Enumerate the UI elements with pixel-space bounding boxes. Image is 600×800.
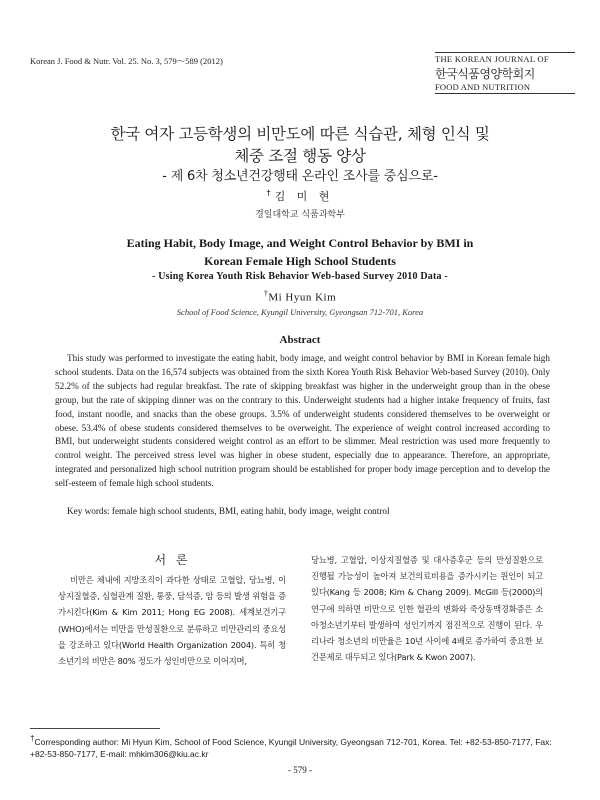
english-subtitle: - Using Korea Youth Risk Behavior Web-based Survey 2010 Data -	[152, 271, 448, 282]
section-heading-introduction: 서 론	[154, 553, 191, 567]
journal-logo	[435, 52, 575, 94]
english-affiliation: School of Food Science, Kyungil University, Gyeongsan 712-701, Korea	[176, 307, 424, 317]
corresponding-author-footnote	[30, 733, 570, 760]
author-mark-en: †	[263, 289, 269, 298]
english-title-line1: Eating Habit, Body Image, and Weight Control Behavior by BMI in	[126, 236, 474, 250]
korean-affiliation: 경일대학교 식품과학부	[255, 210, 345, 220]
english-author	[0, 289, 600, 304]
korean-title-line1: 한국 여자 고등학생의 비만도에 따른 식습관, 체형 인식 및	[110, 125, 490, 143]
abstract-body: This study was performed to investigate the eating habit, body image, and weight control behavior by BMI in Korean female high school students. Data on the 16,574 subjects was obtained from the sixth Korea Youth Risk Behavior Web-based Survey (2010). Only 52.2% of the subjects had regular breakfast. The rate of skipping breakfast was higher in the underweight group than in the obese group, but the rate of skipping dinner was on the contrary to this. Underweight students had a higher intake frequency of fruits, fast food, instant noodle, and snacks than the obese groups. 3.5% of underweight students considered themselves to be overweight or obese. 53.4% of obese students considered themselves to be overweight. The experience of weight control increased according to BMI, but underweight students considered weight control as an effort to be slimmer. Meal restriction was used more frequently to control weight. The perceived stress level was higher in obese student, especially due to appearance. Therefore, an appropriate, integrated and personalized high school nutrition program should be established for proper body image perception and to develop the self-esteem of female high school students.	[55, 353, 550, 489]
english-author-name: Mi Hyun Kim	[268, 291, 337, 304]
footnote-mark: †	[30, 734, 35, 743]
body-column-left: 비만은 체내에 지방조직이 과다한 상태로 고혈압, 당뇨병, 이상지질혈증, 심혈관계 질환, 통풍, 담석증, 암 등의 발생 위험을 증가시킨다(Kim & Kim 2011; Hong EG 2008). 세계보건기구(WHO)에서는 비만을 만성질환으로 분류하고 비만관리의 중요성을 강조하고 있다(World Health Organization 2004). 특히 청소년기의 비만은 80% 정도가 성인비만으로 이어지며,	[58, 575, 286, 667]
korean-subtitle: - 제 6차 청소년건강행태 온라인 조사를 중심으로-	[162, 169, 438, 184]
journal-citation: Korean J. Food & Nutr. Vol. 25. No. 3, 579～589 (2012)	[30, 56, 223, 66]
page-number: - 579 -	[288, 765, 312, 775]
abstract-heading: Abstract	[279, 334, 321, 346]
keywords: Key words: female high school students, BMI, eating habit, body image, weight control	[67, 506, 390, 516]
korean-title-line2: 체중 조절 행동 양상	[234, 147, 366, 165]
journal-logo-line3: FOOD AND NUTRITION	[435, 82, 575, 94]
journal-logo-line2: 한국식품영양학회지	[435, 67, 535, 81]
footnote-text: Corresponding author: Mi Hyun Kim, School of Food Science, Kyungil University, Gyeongsan 712-701, Korea. Tel: +82-53-850-7177, Fax: +82-53-850-7177, E-mail: mhkim306@kiu.ac.kr	[30, 736, 552, 759]
korean-author-name: 김 미 현	[274, 190, 334, 203]
korean-author	[0, 188, 600, 204]
body-column-right: 당뇨병, 고혈압, 이상지질혈증 및 대사증후군 등의 만성질환으로 진행될 가능성이 높아져 보건의료비용을 증가시키는 원인이 되고 있다(Kang 등 2008; Kim & Chang 2009). McGill 등(2000)의 연구에 의하면 비만으로 인한 혈관의 변화와 죽상동맥경화증은 소아청소년기부터 발생하여 성인기까지 점진적으로 진행이 된다. 우리나라 청소년의 비만율은 10년 사이에 4배로 증가하여 중요한 보건문제로 대두되고 있다(Park & Kwon 2007).	[311, 555, 543, 663]
journal-logo-line1: THE KOREAN JOURNAL OF	[435, 52, 575, 64]
author-mark-ko: †	[266, 188, 275, 198]
english-title-line2: Korean Female High School Students	[204, 254, 396, 268]
footnote-divider	[30, 728, 160, 729]
